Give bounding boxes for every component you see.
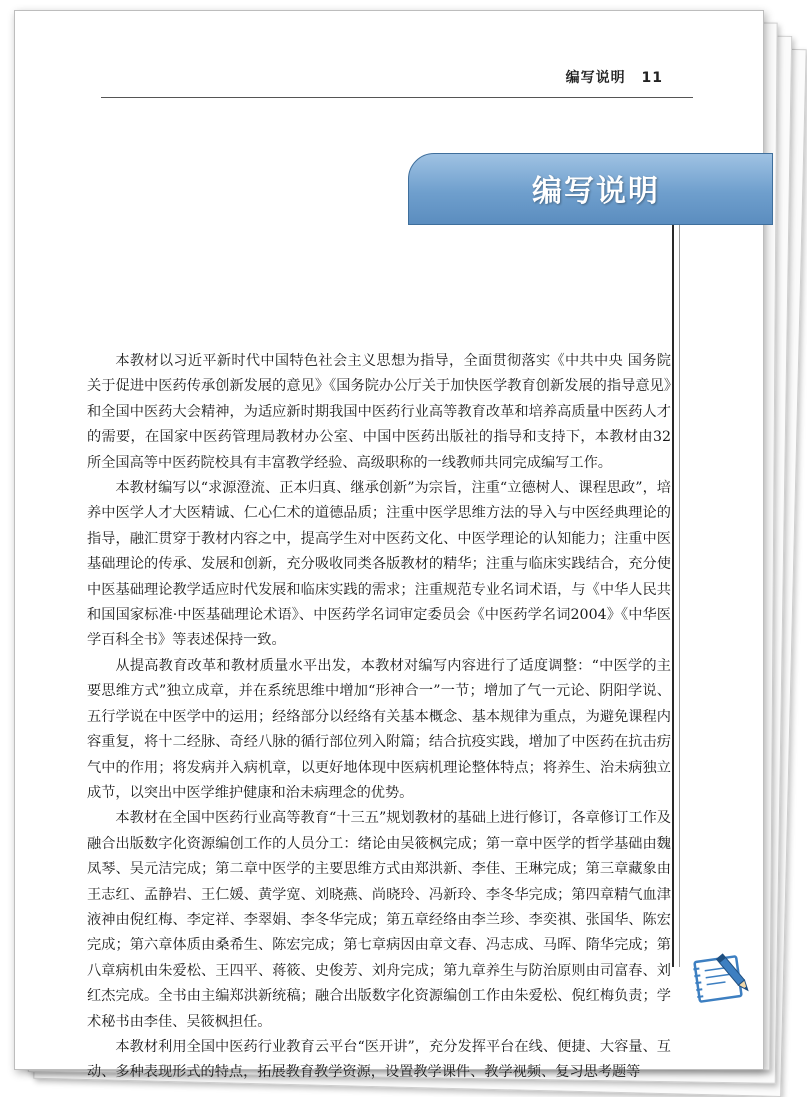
running-header-section: 编写说明 (565, 70, 626, 86)
paragraph: 本教材利用全国中医药行业教育云平台“医开讲”，充分发挥平台在线、便捷、大容量、互动、多种表现形式的特点，拓展教育教学资源，设置教学课件、教学视频、复习思考题等 (87, 1038, 671, 1081)
book-page (14, 10, 764, 1081)
page-number: 11 (641, 70, 663, 86)
chapter-title: 编写说明 (532, 174, 660, 209)
header-rule (101, 97, 693, 98)
paragraph: 本教材在全国中医药行业高等教育“十三五”规划教材的基础上进行修订，各章修订工作及融合出版数字化资源编创工作的人员分工：绪论由吴筱枫完成；第一章中医学的哲学基础由魏凤琴、吴元洁完成；第二章中医学的主要思维方式由郑洪新、李佳、王琳完成；第三章藏象由王志红、孟静岩、王仁媛、黄学宽、刘晓燕、尚晓玲、冯新玲、李冬华完成；第四章精气血津液神由倪红梅、李定祥、李翠娟、李冬华完成；第五章经络由李兰珍、李奕祺、张国华、陈宏完成；第六章体质由桑希生、陈宏完成；第七章病因由章文春、冯志成、马晖、隋华完成；第八章病机由朱爱松、王四平、蒋筱、史俊芳、刘舟完成；第九章养生与防治原则由司富春、刘红杰完成。全书由主编郑洪新统稿；融合出版数字化资源编创工作由朱爱松、倪红梅负责；学术秘书由李佳、吴筱枫担任。 (87, 810, 671, 1030)
paragraph: 本教材以习近平新时代中国特色社会主义思想为指导，全面贯彻落实《中共中央 国务院关于促进中医药传承创新发展的意见》《国务院办公厅关于加快医学教育创新发展的指导意见》和全国中医药大会精神，为适应新时期我国中医药行业高等教育改革和培养高质量中医药人才的需要，在国家中医药管理局教材办公室、中国中医药出版社的指导和支持下，本教材由32所全国高等中医药院校具有丰富教学经验、高级职称的一线教师共同完成编写工作。 (87, 353, 671, 471)
body-text (87, 349, 671, 1086)
notebook-pen-icon (691, 949, 753, 1007)
margin-rule-dark (672, 225, 674, 967)
running-header (485, 67, 663, 87)
chapter-title-band (408, 153, 773, 225)
paragraph: 从提高教育改革和教材质量水平出发，本教材对编写内容进行了适度调整：“中医学的主要思维方式”独立成章，并在系统思维中增加“形神合一”一节；增加了气一元论、阴阳学说、五行学说在中医学中的运用；经络部分以经络有关基本概念、基本规律为重点，为避免课程内容重复，将十二经脉、奇经八脉的循行部位列入附篇；结合抗疫实践，增加了中医药在抗击疠气中的作用；将发病并入病机章，以更好地体现中医病机理论整体特点；将养生、治未病独立成节，以突出中医学维护健康和治未病理念的优势。 (87, 657, 671, 801)
margin-rule-light (679, 225, 680, 967)
paragraph: 本教材编写以“求源澄流、正本归真、继承创新”为宗旨，注重“立德树人、课程思政”，培养中医学人才大医精诚、仁心仁术的道德品质；注重中医学思维方法的导入与中医经典理论的指导，融汇贯穿于教材内容之中，提高学生对中医药文化、中医学理论的认知能力；注重中医基础理论的传承、发展和创新，充分吸收同类各版教材的精华；注重与临床实践结合，充分使中医基础理论教学适应时代发展和临床实践的需求；注重规范专业名词术语，与《中华人民共和国国家标准·中医基础理论术语》、中医药学名词审定委员会《中医药学名词2004》《中华医学百科全书》等表述保持一致。 (87, 480, 671, 649)
